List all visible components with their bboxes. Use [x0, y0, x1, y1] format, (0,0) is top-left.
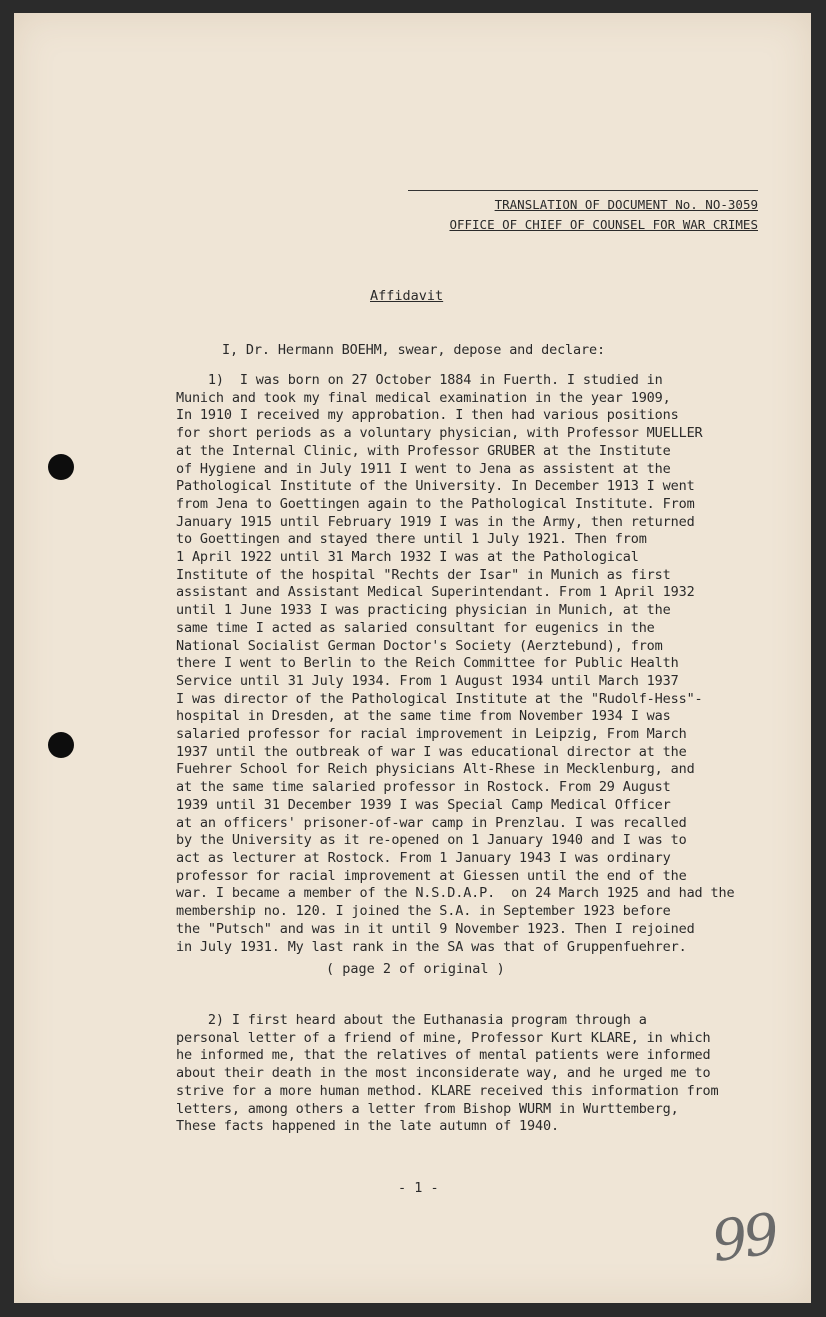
- paragraph-1-line: same time I acted as salaried consultant for eugenics in the: [176, 619, 655, 636]
- paragraph-2-line: about their death in the most inconsiderate way, and he urged me to: [176, 1065, 711, 1082]
- paragraph-1-line: for short periods as a voluntary physician, with Professor MUELLER: [176, 425, 703, 442]
- paragraph-1-line: until 1 June 1933 I was practicing physician in Munich, at the: [176, 602, 671, 619]
- paragraph-1-line: assistant and Assistant Medical Superintendant. From 1 April 1932: [176, 584, 695, 601]
- paragraph-1-line: In 1910 I received my approbation. I then had various positions: [176, 407, 679, 424]
- punch-hole-bottom: [48, 732, 74, 758]
- paragraph-1: [176, 372, 776, 956]
- paragraph-2: [176, 1012, 776, 1136]
- document-header: [396, 190, 758, 235]
- paragraph-2-line: he informed me, that the relatives of mental patients were informed: [176, 1047, 711, 1064]
- paragraph-1-line: January 1915 until February 1919 I was in the Army, then returned: [176, 513, 695, 530]
- paragraph-1-line: Institute of the hospital "Rechts der Isar" in Munich as first: [176, 566, 671, 583]
- paragraph-1-line: 1) I was born on 27 October 1884 in Fuerth. I studied in: [176, 372, 663, 388]
- paragraph-1-line: there I went to Berlin to the Reich Committee for Public Health: [176, 655, 679, 672]
- page-note: ( page 2 of original ): [326, 961, 505, 977]
- paragraph-1-line: by the University as it re-opened on 1 January 1940 and I was to: [176, 832, 687, 849]
- handwritten-page-number: 99: [707, 1201, 780, 1276]
- page-footer-number: - 1 -: [398, 1180, 439, 1196]
- paragraph-2-line: 2) I first heard about the Euthanasia program through a: [176, 1012, 647, 1028]
- paragraph-1-line: at the Internal Clinic, with Professor GRUBER at the Institute: [176, 442, 671, 459]
- header-translation-line: TRANSLATION OF DOCUMENT No. NO-3059: [494, 197, 758, 212]
- paragraph-1-line: act as lecturer at Rostock. From 1 January 1943 I was ordinary: [176, 849, 671, 866]
- oath-line: I, Dr. Hermann BOEHM, swear, depose and declare:: [222, 342, 605, 358]
- paragraph-1-line: membership no. 120. I joined the S.A. in September 1923 before: [176, 903, 671, 920]
- paragraph-1-line: at an officers' prisoner-of-war camp in Prenzlau. I was recalled: [176, 814, 687, 831]
- document-title: Affidavit: [370, 288, 444, 304]
- paragraph-1-line: in July 1931. My last rank in the SA was that of Gruppenfuehrer.: [176, 938, 687, 955]
- paragraph-1-line: professor for racial improvement at Giessen until the end of the: [176, 867, 687, 884]
- punch-hole-top: [48, 454, 74, 480]
- header-rule: [408, 190, 758, 191]
- paragraph-1-line: from Jena to Goettingen again to the Pathological Institute. From: [176, 495, 695, 512]
- paragraph-1-line: I was director of the Pathological Institute at the "Rudolf-Hess"-: [176, 690, 703, 707]
- paragraph-2-line: These facts happened in the late autumn of 1940.: [176, 1118, 559, 1135]
- paragraph-1-line: hospital in Dresden, at the same time from November 1934 I was: [176, 708, 671, 725]
- paragraph-1-line: Pathological Institute of the University. In December 1913 I went: [176, 478, 695, 495]
- paragraph-1-line: of Hygiene and in July 1911 I went to Jena as assistent at the: [176, 460, 671, 477]
- paragraph-1-line: 1 April 1922 until 31 March 1932 I was at the Pathological: [176, 549, 639, 566]
- paragraph-2-line: personal letter of a friend of mine, Professor Kurt KLARE, in which: [176, 1029, 711, 1046]
- paragraph-2-line: letters, among others a letter from Bishop WURM in Wurttemberg,: [176, 1100, 679, 1117]
- paragraph-1-line: to Goettingen and stayed there until 1 July 1921. Then from: [176, 531, 647, 548]
- paragraph-1-line: Service until 31 July 1934. From 1 August 1934 until March 1937: [176, 672, 679, 689]
- header-office-line: OFFICE OF CHIEF OF COUNSEL FOR WAR CRIMES: [449, 217, 758, 232]
- paragraph-1-line: 1939 until 31 December 1939 I was Special Camp Medical Officer: [176, 796, 671, 813]
- paragraph-1-line: 1937 until the outbreak of war I was educational director at the: [176, 743, 687, 760]
- paragraph-1-line: salaried professor for racial improvement in Leipzig, From March: [176, 726, 687, 743]
- paragraph-1-line: war. I became a member of the N.S.D.A.P. on 24 March 1925 and had the: [176, 885, 735, 902]
- paragraph-1-line: National Socialist German Doctor's Society (Aerztebund), from: [176, 637, 663, 654]
- paragraph-1-line: Munich and took my final medical examination in the year 1909,: [176, 389, 671, 406]
- paragraph-2-line: strive for a more human method. KLARE received this information from: [176, 1082, 719, 1099]
- paragraph-1-line: the "Putsch" and was in it until 9 November 1923. Then I rejoined: [176, 920, 695, 937]
- paragraph-1-line: Fuehrer School for Reich physicians Alt-Rhese in Mecklenburg, and: [176, 761, 695, 778]
- paragraph-1-line: at the same time salaried professor in Rostock. From 29 August: [176, 779, 671, 796]
